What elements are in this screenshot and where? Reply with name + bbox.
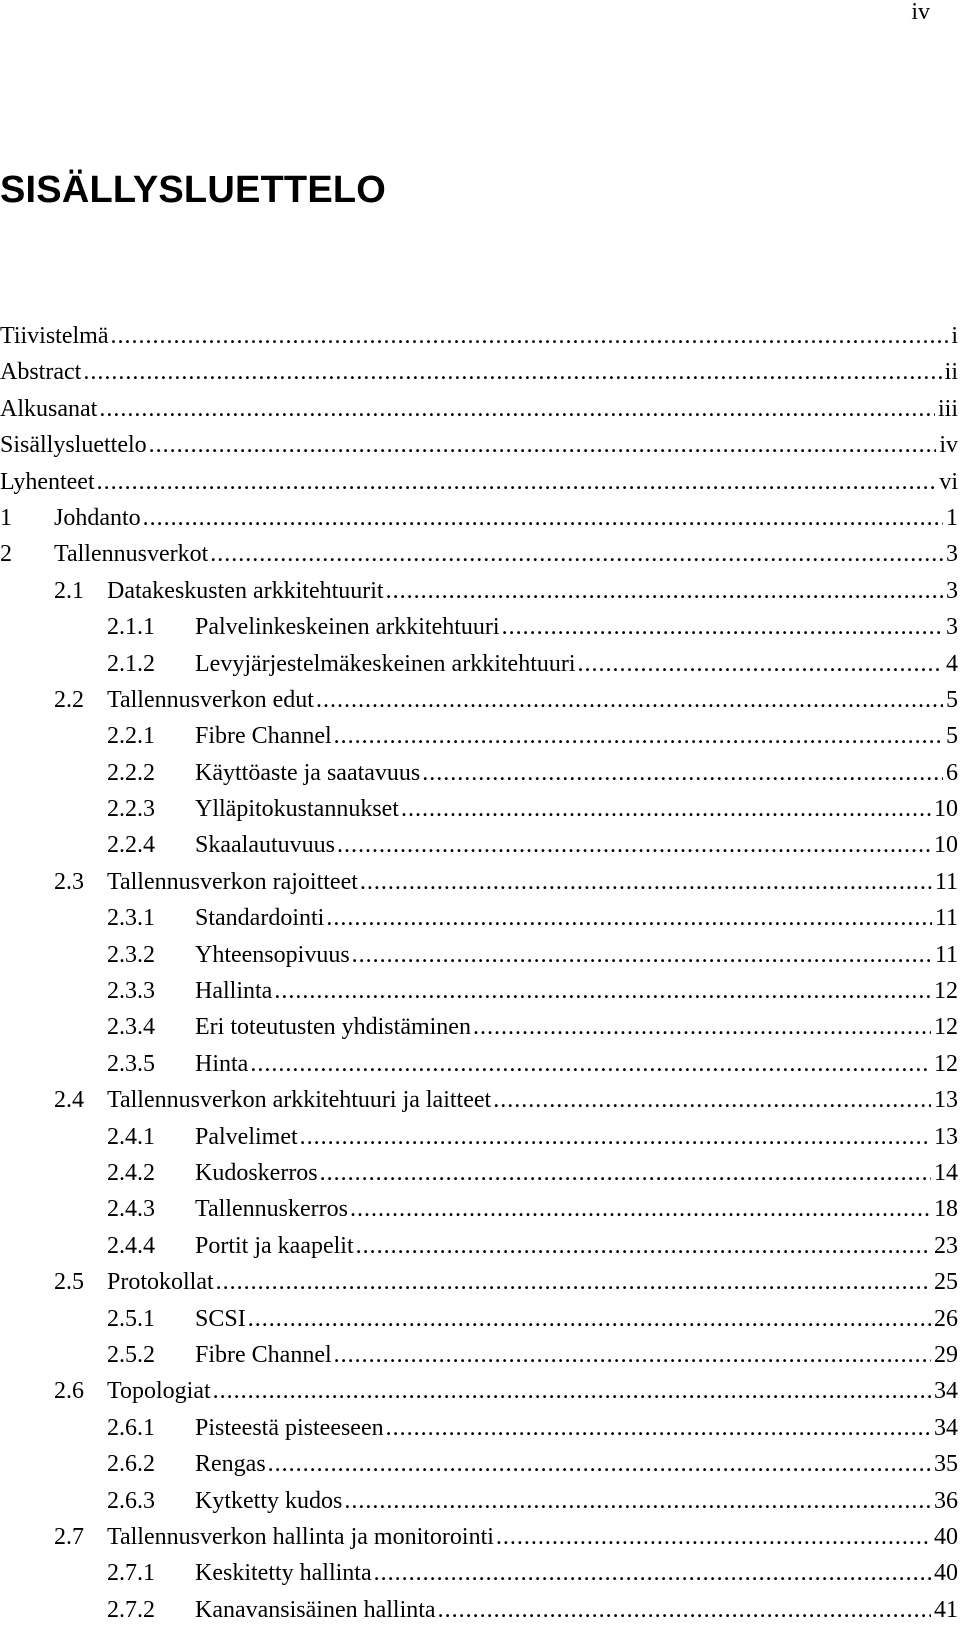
toc-entry-title: Tallennuskerros — [195, 1196, 348, 1223]
toc-entry-page: 1 — [946, 504, 958, 531]
toc-entry-page: vi — [939, 468, 958, 495]
toc-entry[interactable] — [0, 1082, 958, 1118]
toc-entry-number: 2.2 — [54, 686, 84, 713]
toc-dot-leader — [97, 464, 937, 500]
toc-entry-number: 2.7.2 — [107, 1596, 155, 1623]
toc-dot-leader — [99, 391, 935, 427]
toc-dot-leader — [350, 1191, 931, 1227]
toc-dot-leader — [374, 1555, 931, 1591]
toc-dot-leader — [360, 864, 932, 900]
toc-entry-number: 2.2.2 — [107, 759, 155, 786]
toc-dot-leader — [149, 427, 937, 463]
toc-entry-number: 2.6.1 — [107, 1414, 155, 1441]
toc-entry-page: 10 — [934, 832, 958, 859]
toc-dot-leader — [334, 718, 943, 754]
toc-entry[interactable] — [0, 609, 958, 645]
toc-entry[interactable] — [0, 427, 958, 463]
toc-entry-page: 34 — [934, 1378, 958, 1405]
toc-entry-title: Palvelimet — [195, 1123, 298, 1150]
toc-dot-leader — [250, 1046, 931, 1082]
toc-dot-leader — [352, 937, 932, 973]
toc-entry-page: 3 — [946, 541, 958, 568]
toc-dot-leader — [268, 1446, 931, 1482]
toc-entry[interactable] — [0, 1191, 958, 1227]
toc-entry-number: 2.1.1 — [107, 614, 155, 641]
toc-entry[interactable] — [0, 1555, 958, 1591]
toc-entry-page: 11 — [934, 941, 958, 968]
toc-dot-leader — [300, 1119, 931, 1155]
toc-entry-number: 2.5 — [54, 1269, 84, 1296]
toc-entry-page: 10 — [934, 796, 958, 823]
toc-entry-page: 3 — [946, 577, 958, 604]
toc-entry-title: Eri toteutusten yhdistäminen — [195, 1014, 471, 1041]
toc-dot-leader — [248, 1301, 931, 1337]
toc-dot-leader — [401, 791, 931, 827]
toc-entry-number: 2.3.1 — [107, 905, 155, 932]
toc-entry-number: 2.5.2 — [107, 1341, 155, 1368]
toc-entry-number: 2.3.2 — [107, 941, 155, 968]
table-of-contents — [0, 318, 958, 1628]
toc-entry-number: 2.3.5 — [107, 1050, 155, 1077]
toc-entry-title: Portit ja kaapelit — [195, 1232, 354, 1259]
toc-entry[interactable] — [0, 1046, 958, 1082]
toc-entry[interactable] — [0, 755, 958, 791]
toc-entry-title: Fibre Channel — [195, 1341, 332, 1368]
toc-entry[interactable] — [0, 1337, 958, 1373]
toc-entry[interactable] — [0, 718, 958, 754]
toc-entry-number: 2.4.4 — [107, 1232, 155, 1259]
toc-entry-title: Tallennusverkon arkkitehtuuri ja laitteet — [107, 1087, 492, 1114]
toc-dot-leader — [274, 973, 931, 1009]
toc-entry[interactable] — [0, 900, 958, 936]
toc-entry-title: Skaalautuvuus — [195, 832, 335, 859]
toc-dot-leader — [386, 1410, 931, 1446]
page-title: SISÄLLYSLUETTELO — [0, 169, 387, 211]
toc-dot-leader — [578, 646, 943, 682]
toc-entry-page: 25 — [934, 1269, 958, 1296]
toc-entry-number: 1 — [0, 504, 12, 531]
toc-entry-title: SCSI — [195, 1305, 246, 1332]
toc-entry[interactable] — [0, 937, 958, 973]
toc-entry-title: Yhteensopivuus — [195, 941, 350, 968]
toc-entry-number: 2.4.2 — [107, 1159, 155, 1186]
toc-entry-title: Sisällysluettelo — [0, 432, 147, 459]
toc-entry-page: 4 — [946, 650, 958, 677]
toc-entry-page: 40 — [934, 1560, 958, 1587]
toc-entry-page: 23 — [934, 1232, 958, 1259]
toc-dot-leader — [316, 682, 943, 718]
toc-dot-leader — [213, 1373, 931, 1409]
toc-dot-leader — [438, 1592, 931, 1628]
toc-entry-number: 2.4.1 — [107, 1123, 155, 1150]
toc-dot-leader — [496, 1519, 931, 1555]
toc-dot-leader — [334, 1337, 931, 1373]
toc-entry[interactable] — [0, 1592, 958, 1628]
toc-entry-page: 14 — [934, 1159, 958, 1186]
toc-entry[interactable] — [0, 500, 958, 536]
toc-entry-number: 2.2.1 — [107, 723, 155, 750]
toc-entry[interactable] — [0, 1301, 958, 1337]
toc-dot-leader — [356, 1228, 931, 1264]
toc-entry[interactable] — [0, 827, 958, 863]
toc-entry-page: 11 — [934, 905, 958, 932]
toc-entry[interactable] — [0, 1264, 958, 1300]
toc-entry-page: 3 — [946, 614, 958, 641]
toc-entry-title: Keskitetty hallinta — [195, 1560, 372, 1587]
toc-entry[interactable] — [0, 791, 958, 827]
toc-dot-leader — [502, 609, 943, 645]
toc-entry-number: 2.2.3 — [107, 796, 155, 823]
toc-dot-leader — [83, 354, 941, 390]
toc-entry-title: Tallennusverkot — [54, 541, 209, 568]
toc-entry-number: 2.7 — [54, 1523, 84, 1550]
toc-entry-page: ii — [944, 359, 958, 386]
toc-entry[interactable] — [0, 682, 958, 718]
toc-entry-number: 2.3 — [54, 868, 84, 895]
toc-entry-title: Pisteestä pisteeseen — [195, 1414, 384, 1441]
toc-entry-number: 2.1 — [54, 577, 84, 604]
toc-entry-page: iii — [937, 395, 958, 422]
toc-entry-page: 26 — [934, 1305, 958, 1332]
toc-entry[interactable] — [0, 864, 958, 900]
toc-entry-title: Johdanto — [54, 504, 141, 531]
toc-dot-leader — [473, 1009, 931, 1045]
toc-entry-number: 2.1.2 — [107, 650, 155, 677]
toc-entry-title: Abstract — [0, 359, 82, 386]
toc-entry-title: Käyttöaste ja saatavuus — [195, 759, 421, 786]
toc-entry-page: 41 — [934, 1596, 958, 1623]
toc-entry-page: 5 — [946, 686, 958, 713]
toc-entry-title: Tallennusverkon edut — [107, 686, 314, 713]
toc-dot-leader — [386, 573, 943, 609]
toc-entry[interactable] — [0, 1009, 958, 1045]
toc-entry-number: 2.2.4 — [107, 832, 155, 859]
toc-entry[interactable] — [0, 1155, 958, 1191]
toc-dot-leader — [210, 536, 943, 572]
toc-entry-page: 6 — [946, 759, 958, 786]
toc-entry-page: 29 — [934, 1341, 958, 1368]
toc-dot-leader — [110, 318, 948, 354]
toc-entry-page: iv — [939, 432, 958, 459]
toc-entry[interactable] — [0, 391, 958, 427]
toc-dot-leader — [493, 1082, 931, 1118]
toc-entry-title: Alkusanat — [0, 395, 98, 422]
toc-entry-number: 2.5.1 — [107, 1305, 155, 1332]
toc-entry[interactable] — [0, 464, 958, 500]
toc-entry[interactable] — [0, 1119, 958, 1155]
toc-entry-number: 2.4 — [54, 1087, 84, 1114]
toc-entry-page: 13 — [934, 1123, 958, 1150]
toc-dot-leader — [326, 900, 932, 936]
toc-entry-title: Standardointi — [195, 905, 325, 932]
toc-entry-title: Tallennusverkon rajoitteet — [107, 868, 358, 895]
toc-entry-number: 2 — [0, 541, 12, 568]
toc-entry[interactable] — [0, 646, 958, 682]
toc-entry[interactable] — [0, 1228, 958, 1264]
toc-entry-page: 13 — [934, 1087, 958, 1114]
toc-entry-page: 12 — [934, 1050, 958, 1077]
toc-entry-title: Kanavansisäinen hallinta — [195, 1596, 436, 1623]
toc-entry-title: Datakeskusten arkkitehtuurit — [107, 577, 384, 604]
toc-entry[interactable] — [0, 573, 958, 609]
toc-entry-page: 11 — [934, 868, 958, 895]
toc-entry-title: Lyhenteet — [0, 468, 95, 495]
toc-entry-title: Hinta — [195, 1050, 249, 1077]
toc-entry-title: Levyjärjestelmäkeskeinen arkkitehtuuri — [195, 650, 576, 677]
toc-entry-title: Palvelinkeskeinen arkkitehtuuri — [195, 614, 500, 641]
toc-entry-number: 2.7.1 — [107, 1560, 155, 1587]
toc-entry-title: Topologiat — [107, 1378, 211, 1405]
toc-entry[interactable] — [0, 1410, 958, 1446]
toc-entry[interactable] — [0, 1446, 958, 1482]
toc-entry-title: Protokollat — [107, 1269, 214, 1296]
toc-entry-number: 2.6.3 — [107, 1487, 155, 1514]
toc-entry[interactable] — [0, 1373, 958, 1409]
toc-entry-number: 2.3.3 — [107, 978, 155, 1005]
toc-entry-title: Tiivistelmä — [0, 323, 109, 349]
toc-dot-leader — [337, 827, 931, 863]
toc-dot-leader — [422, 755, 943, 791]
toc-dot-leader — [344, 1483, 931, 1519]
toc-dot-leader — [143, 500, 943, 536]
toc-entry-number: 2.6 — [54, 1378, 84, 1405]
toc-entry-page: 34 — [934, 1414, 958, 1441]
toc-entry-page: 18 — [934, 1196, 958, 1223]
toc-entry[interactable] — [0, 536, 958, 572]
toc-entry-title: Tallennusverkon hallinta ja monitorointi — [107, 1523, 494, 1550]
toc-entry-number: 2.6.2 — [107, 1451, 155, 1478]
toc-entry[interactable] — [0, 354, 958, 390]
toc-entry-page: 35 — [934, 1451, 958, 1478]
toc-entry-page: i — [951, 323, 958, 349]
toc-dot-leader — [216, 1264, 931, 1300]
toc-entry-title: Hallinta — [195, 978, 273, 1005]
toc-entry[interactable] — [0, 318, 958, 354]
toc-entry-page: 40 — [934, 1523, 958, 1550]
toc-dot-leader — [320, 1155, 931, 1191]
toc-entry-title: Kytketty kudos — [195, 1487, 343, 1514]
toc-entry-number: 2.3.4 — [107, 1014, 155, 1041]
toc-entry-number: 2.4.3 — [107, 1196, 155, 1223]
toc-entry-title: Ylläpitokustannukset — [195, 796, 399, 823]
toc-entry[interactable] — [0, 1483, 958, 1519]
toc-entry-page: 12 — [934, 978, 958, 1005]
toc-entry[interactable] — [0, 1519, 958, 1555]
toc-entry-title: Fibre Channel — [195, 723, 332, 750]
page-number: iv — [911, 0, 930, 25]
toc-entry-page: 36 — [934, 1487, 958, 1514]
toc-entry-page: 5 — [946, 723, 958, 750]
toc-entry-title: Kudoskerros — [195, 1159, 318, 1186]
toc-entry[interactable] — [0, 973, 958, 1009]
toc-entry-title: Rengas — [195, 1451, 266, 1478]
toc-entry-page: 12 — [934, 1014, 958, 1041]
